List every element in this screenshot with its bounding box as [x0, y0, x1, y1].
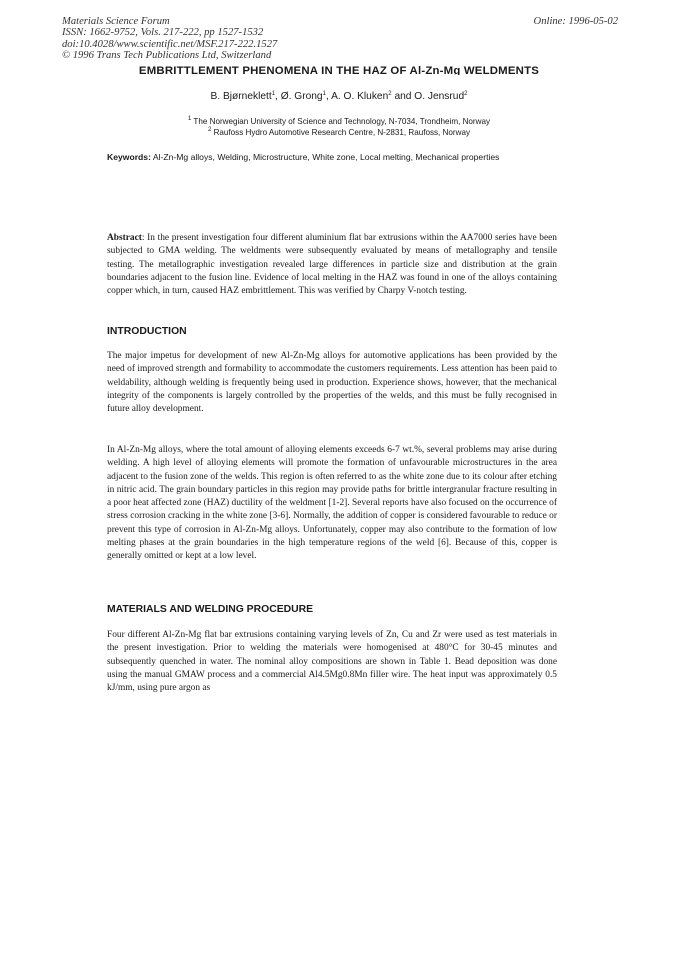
affiliation-1: [0, 117, 678, 126]
affiliation-mark: 1: [187, 116, 192, 122]
author-name: Ø. Grong: [280, 91, 323, 102]
copyright-line: © 1996 Trans Tech Publications Ltd, Switzerland: [62, 50, 272, 62]
introduction-heading: INTRODUCTION: [107, 326, 187, 337]
keywords-text: Al-Zn-Mg alloys, Welding, Microstructure, White zone, Local melting, Mechanical properties: [150, 152, 500, 162]
author-separator: and: [391, 91, 415, 102]
author-affiliation-mark: 2: [464, 91, 468, 97]
affiliation-mark: 2: [207, 127, 212, 133]
materials-paragraph-1: Four different Al-Zn-Mg flat bar extrusions containing varying levels of Zn, Cu and Zr were used as test materials in the present investigation. Prior to welding the materials were homogenised at 480°C for 30-45 minutes and subsequently quenched in water. The nominal alloy compositions are shown in Table 1. Bead deposition was done using the manual GMAW process and a commercial Al4.5Mg0.8Mn filler wire. The heat input was approximately 0.5 kJ/mm, using pure argon as: [107, 630, 557, 694]
online-date: Online: 1996-05-02: [533, 16, 618, 27]
affiliation-text: The Norwegian University of Science and Technology, N-7034, Trondheim, Norway: [191, 117, 491, 126]
abstract-label: Abstract: [107, 233, 142, 243]
author-affiliation-mark: 1: [271, 91, 276, 97]
journal-name: Materials Science Forum: [62, 16, 170, 27]
materials-heading: MATERIALS AND WELDING PROCEDURE: [107, 604, 314, 615]
affiliation-text: Raufoss Hydro Automotive Research Centre, N-2831, Raufoss, Norway: [211, 128, 470, 137]
abstract-paragraph: [107, 232, 557, 298]
author-name: B. Bjørneklett: [210, 91, 272, 102]
author-list: [0, 91, 678, 102]
author-affiliation-mark: 1: [322, 91, 326, 97]
abstract-text: : In the present investigation four different aluminium flat bar extrusions within the AA7000 series have been subjected to GMA welding. The weldments were subsequently evaluated by means of metallography and tensile testing. The metallographic investigation revealed large differences in particle size and distribution at the grain boundaries adjacent to the fusion line. Evidence of local melting in the HAZ was found in one of the alloys containing copper which, in turn, caused HAZ embrittlement. This was verified by Charpy V-notch testing.: [107, 233, 557, 297]
author-separator: ,: [325, 91, 332, 102]
page-header: [62, 16, 618, 62]
author-name: A. O. Kluken: [331, 91, 389, 102]
affiliation-2: [0, 128, 678, 137]
author-affiliation-mark: 2: [388, 91, 392, 97]
author-separator: ,: [275, 91, 281, 102]
issn-line: ISSN: 1662-9752, Vols. 217-222, pp 1527-1532: [62, 27, 264, 39]
intro-paragraph-2: In Al-Zn-Mg alloys, where the total amount of alloying elements exceeds 6-7 wt.%, several problems may arise during welding. A high level of alloying elements will promote the formation of unfavourable microstructures in the area adjacent to the fusion zone of the welds. This region is often referred to as the white zone due to its colour after etching in nitric acid. The grain boundary particles in this region may provide paths for brittle intergranular fracture resulting in a poor heat affected zone (HAZ) ductility of the weldment [1-2]. Several reports have also focused on the occurrence of stress corrosion cracking in the white zone [3-6]. Normally, the addition of copper is considered favourable to reduce or prevent this type of corrosion in Al-Zn-Mg alloys. Unfortunately, copper may also contribute to the formation of low melting phases at the grain boundaries in the high temperature regions of the weld [6]. Because of this, copper is generally omitted or kept at a low level.: [107, 445, 557, 562]
author-name: O. Jensrud: [414, 91, 465, 102]
keywords: [107, 152, 567, 162]
intro-paragraph-1: The major impetus for development of new Al-Zn-Mg alloys for automotive applications has been provided by the need of improved strength and formability to accommodate the customers requirements. Less attention has been paid to weldability, although welding is frequently being used in production. Experience shows, however, that the mechanical integrity of the components is largely controlled by the properties of the welds, and this must be fully recognised in future alloy development.: [107, 351, 557, 415]
keywords-label: Keywords:: [107, 152, 151, 162]
paper-title: EMBRITTLEMENT PHENOMENA IN THE HAZ OF Al-Zn-Mg WELDMENTS: [138, 65, 540, 75]
doi-line: doi:10.4028/www.scientific.net/MSF.217-222.1527: [62, 38, 278, 50]
